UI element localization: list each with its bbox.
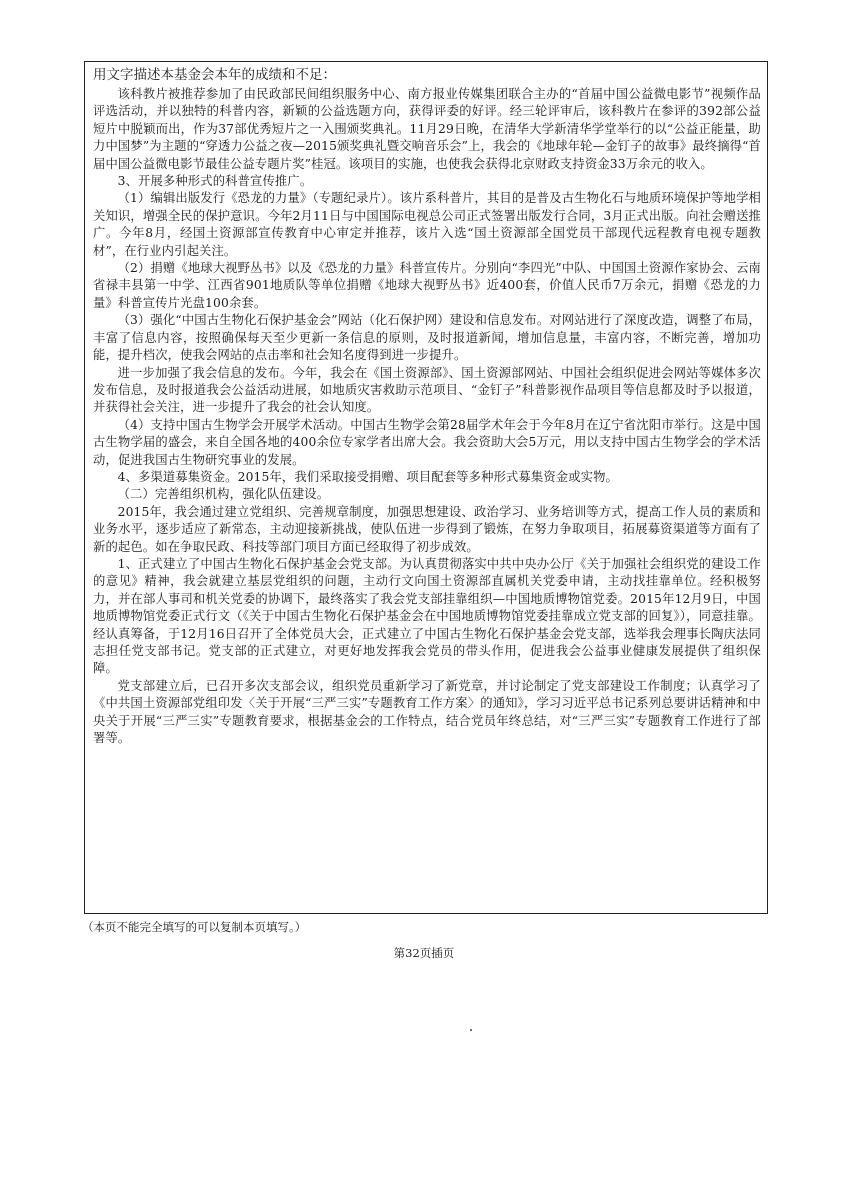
paragraph-academic: （4）支持中国古生物学会开展学术活动。中国古生物学会第28届学术年会于今年8月在辽宁省沈阳市举行。这是中国古生物学届的盛会，来自全国各地的400余位专家学者出席大会。我会资助大会5万元，用以支持中国古生物学会的学术活动，促进我国古生物研究事业的发展。: [93, 417, 761, 467]
paragraph-fundraising: 4、多渠道募集资金。2015年，我们采取接受捐赠、项目配套等多种形式募集资金或实物。: [117, 469, 618, 484]
paragraph-party-branch: 1、正式建立了中国古生物化石保护基金会党支部。为认真贯彻落实中共中央办公厅《关于加强社会组织党的建设工作的意见》精神，我会就建立基层党组织的问题，主动行文向国土资源部直属机关党委申请，主动找挂靠单位。经积极努力，并在部人事司和机关党委的协调下，最终落实了我会党支部挂靠组织—中国地质博物馆党委。2015年12月9日，中国地质博物馆党委正式行文（《关于中国古生物化石保护基金会在中国地质博物馆党委挂靠成立党支部的回复》），同意挂靠。经认真筹备，于12月16日召开了全体党员大会，正式建立了中国古生物化石保护基金会党支部，选举我会理事长陶庆法同志担任党支部书记。党支部的正式建立，对更好地发挥我会党员的带头作用，促进我会公益事业健康发展提供了组织保障。: [93, 556, 761, 676]
paragraph-publicity: 进一步加强了我会信息的发布。今年，我会在《国土资源部》、国土资源部网站、中国社会组织促进会网站等媒体多次发布信息，及时报道我会公益活动进展，如地质灾害救助示范项目、“金钉子”科普影视作品项目等信息都及时予以报道，并获得社会关注，进一步提升了我会的社会认知度。: [93, 365, 761, 415]
paragraph-award: 该科教片被推荐参加了由民政部民间组织服务中心、南方报业传媒集团联合主办的“首届中国公益微电影节”视频作品评选活动，并以独特的科普内容，新颖的公益选题方向，获得评委的好评。经三轮评审后，该科教片在参评的392部公益短片中脱颖而出，作为37部优秀短片之一入围颁奖典礼。11月29日晚，在清华大学新清华学堂举行的以“公益正能量，助力中国梦”为主题的“穿透力公益之夜—2015颁奖典礼暨交响音乐会”上，我会的《地球年轮—金钉子的故事》最终摘得“首届中国公益微电影节最佳公益专题片奖”桂冠。该项目的实施，也使我会获得北京财政支持资金33万余元的收入。: [93, 87, 761, 171]
paragraph-outreach-title: 3、开展多种形式的科普宣传推广。: [117, 174, 313, 189]
scan-speck: [470, 1029, 472, 1031]
page-number: 第32页插页: [393, 946, 455, 960]
paragraph-website: （3）强化“中国古生物化石保护基金会”网站（化石保护网）建设和信息发布。对网站进行了深度改造，调整了布局，丰富了信息内容，按照确保每天至少更新一条信息的原则，及时报道新闻，增加信息量，丰富内容，不断完善，增加功能，提升档次，使我会网站的点击率和社会知名度得到进一步提升。: [93, 313, 761, 363]
paragraph-dinosaur-film: （1）编辑出版发行《恐龙的力量》（专题纪录片）。该片系科普片，其目的是普及古生物化石与地质环境保护等地学相关知识，增强全民的保护意识。今年2月11日与中国国际电视总公司正式签署出版发行合同，3月正式出版。向社会赠送推广。今年8月，经国土资源部宣传教育中心审定并推荐，该片入选“国土资源部全国党员干部现代远程教育电视专题教材”，在行业内引起关注。: [93, 191, 761, 258]
report-frame: [84, 61, 768, 914]
paragraph-donations: （2）捐赠《地球大视野丛书》以及《恐龙的力量》科普宣传片。分别向“李四光”中队、中国国土资源作家协会、云南省禄丰县第一中学、江西省901地质队等单位捐赠《地球大视野丛书》近400套，价值人民币7万余元，捐赠《恐龙的力量》科普宣传片光盘100余套。: [93, 261, 761, 310]
paragraph-party-study: 党支部建立后，已召开多次支部会议，组织党员重新学习了新党章，并讨论制定了党支部建设工作制度；认真学习了《中共国土资源部党组印发〈关于开展“三严三实”专题教育工作方案〉的通知》，学习习近平总书记系列总要讲话精神和中央关于开展“三严三实”专题教育要求，根据基金会的工作特点，结合党员年终总结，对“三严三实”专题教育工作进行了部署等。: [93, 678, 761, 746]
paragraph-organization-title: （二）完善组织机构，强化队伍建设。: [117, 487, 330, 502]
paragraph-team-building: 2015年，我会通过建立党组织、完善规章制度，加强思想建设、政治学习、业务培训等方式，提高工作人员的素质和业务水平，逐步适应了新常态，主动迎接新挑战，使队伍进一步得到了锻炼，在努力争取项目，拓展募资渠道等方面有了新的起色。如在争取民政、科技等部门项目方面已经取得了初步成效。: [93, 504, 761, 554]
fill-instruction-note: （本页不能完全填写的可以复制本页填写。）: [82, 920, 307, 934]
section-heading: 用文字描述本基金会本年的成绩和不足：: [93, 67, 336, 83]
